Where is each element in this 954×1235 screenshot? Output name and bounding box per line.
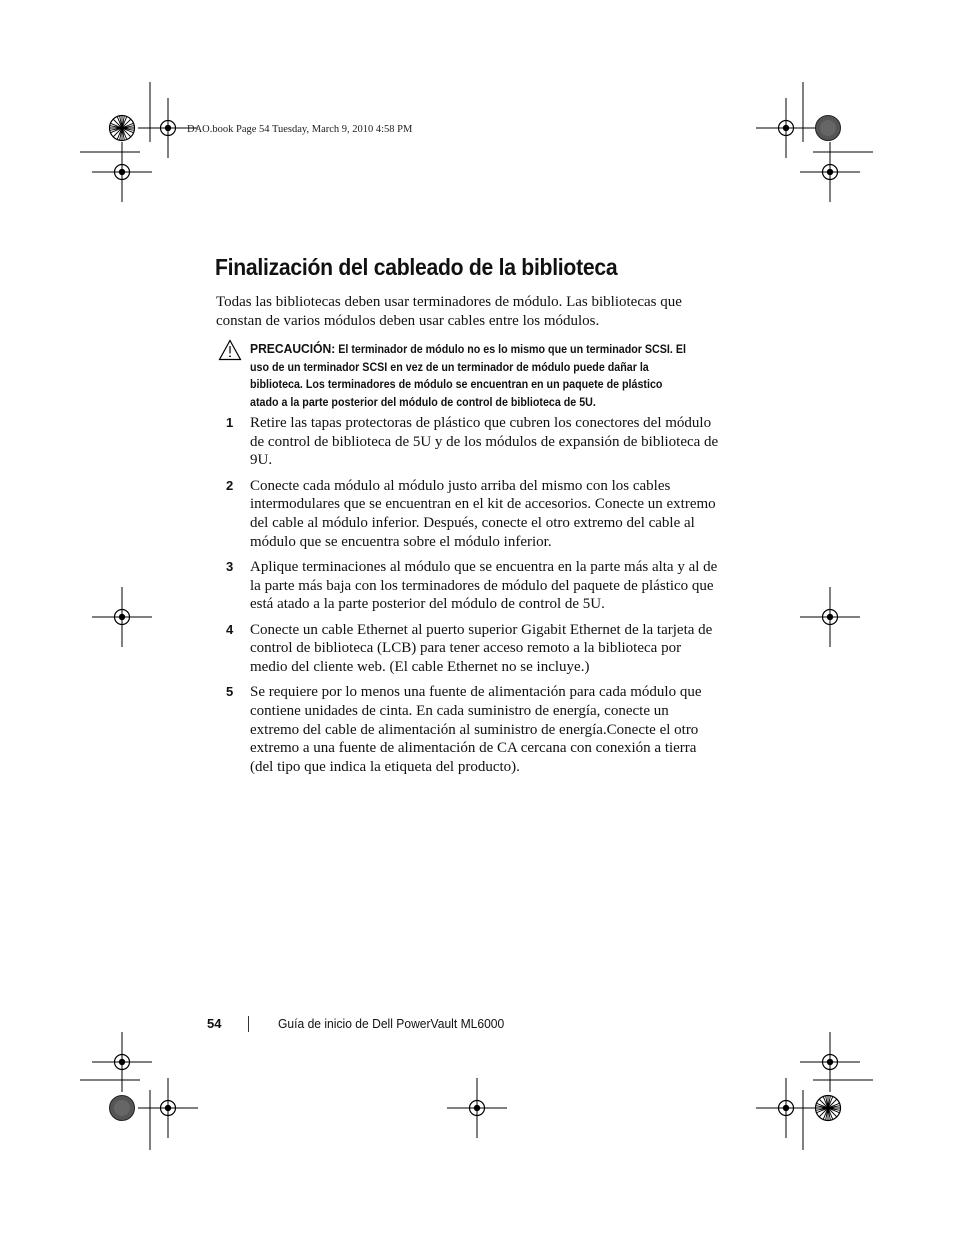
registration-mark xyxy=(800,1032,860,1092)
registration-mark xyxy=(756,98,816,158)
caution-text: El terminador de módulo no es lo mismo que un terminador SCSI. El uso de un terminador SCSI en vez de un terminador de módulo puede dañar la biblioteca. Los terminadores de módulo se encuentran en un paquete de plástico atado a la parte posterior del módulo de control de biblioteca de 5U. xyxy=(250,344,686,409)
step-number: 1 xyxy=(226,415,234,430)
step-text: Retire las tapas protectoras de plástico que cubren los conectores del módulo de control de biblioteca de 5U y de los módulos de expansión de biblioteca de 9U. xyxy=(250,415,719,469)
starburst-mark xyxy=(816,1096,841,1121)
caution-label: PRECAUCIÓN: xyxy=(250,341,336,356)
step-text: Conecte un cable Ethernet al puerto superior Gigabit Ethernet de la tarjeta de control de biblioteca (LCB) para tener acceso remoto a la biblioteca por medio del cliente web. (El cable Ethernet no se incluye.) xyxy=(250,621,713,675)
registration-mark xyxy=(138,1078,198,1138)
gray-mark xyxy=(816,116,841,141)
footer-divider xyxy=(248,1016,249,1032)
caution-triangle-icon xyxy=(218,339,242,361)
step-number: 4 xyxy=(226,621,234,637)
starburst-mark xyxy=(110,116,135,141)
gray-mark xyxy=(110,1096,135,1121)
registration-mark xyxy=(800,142,860,202)
page-number: 54 xyxy=(207,1016,222,1031)
page-heading: Finalización del cableado de la biblioteca xyxy=(215,254,618,280)
footer-title: Guía de inicio de Dell PowerVault ML6000 xyxy=(278,1016,505,1031)
step-text: Se requiere por lo menos una fuente de alimentación para cada módulo que contiene unidades de cinta. En cada suministro de energía, conecte un extremo del cable de alimentación al suministro de energía.Conecte el otro extremo a una fuente de alimentación de CA cercana con conexión a tierra (del tipo que indica la etiqueta del producto). xyxy=(250,684,702,775)
registration-mark xyxy=(800,587,860,647)
registration-mark xyxy=(756,1078,816,1138)
steps-list xyxy=(226,414,720,783)
list-item xyxy=(226,477,720,552)
caution-note xyxy=(250,340,687,412)
registration-mark xyxy=(447,1078,507,1138)
step-number: 3 xyxy=(226,558,234,574)
registration-mark xyxy=(92,1032,152,1092)
step-number: 5 xyxy=(226,684,234,700)
step-number: 2 xyxy=(226,477,234,493)
print-slug: DAO.book Page 54 Tuesday, March 9, 2010 4:58 PM xyxy=(187,124,413,135)
list-item xyxy=(226,414,720,470)
registration-mark xyxy=(92,142,152,202)
list-item xyxy=(226,558,720,614)
step-text: Aplique terminaciones al módulo que se encuentra en la parte más alta y al de la parte más baja con los terminadores de módulo del paquete de plástico que está atado a la parte posterior del módulo de control de 5U. xyxy=(250,558,718,613)
intro-paragraph: Todas las bibliotecas deben usar terminadores de módulo. Las bibliotecas que constan de varios módulos deben usar cables entre los módulos. xyxy=(216,294,682,329)
step-text: Conecte cada módulo al módulo justo arriba del mismo con los cables intermodulares que se encuentran en el kit de accesorios. Conecte un extremo del cable al módulo inferior. Después, conecte el otro extremo del cable al módulo que se encuentra sobre el módulo inferior. xyxy=(250,477,716,550)
list-item xyxy=(226,683,720,777)
registration-mark xyxy=(92,587,152,647)
list-item xyxy=(226,621,720,677)
